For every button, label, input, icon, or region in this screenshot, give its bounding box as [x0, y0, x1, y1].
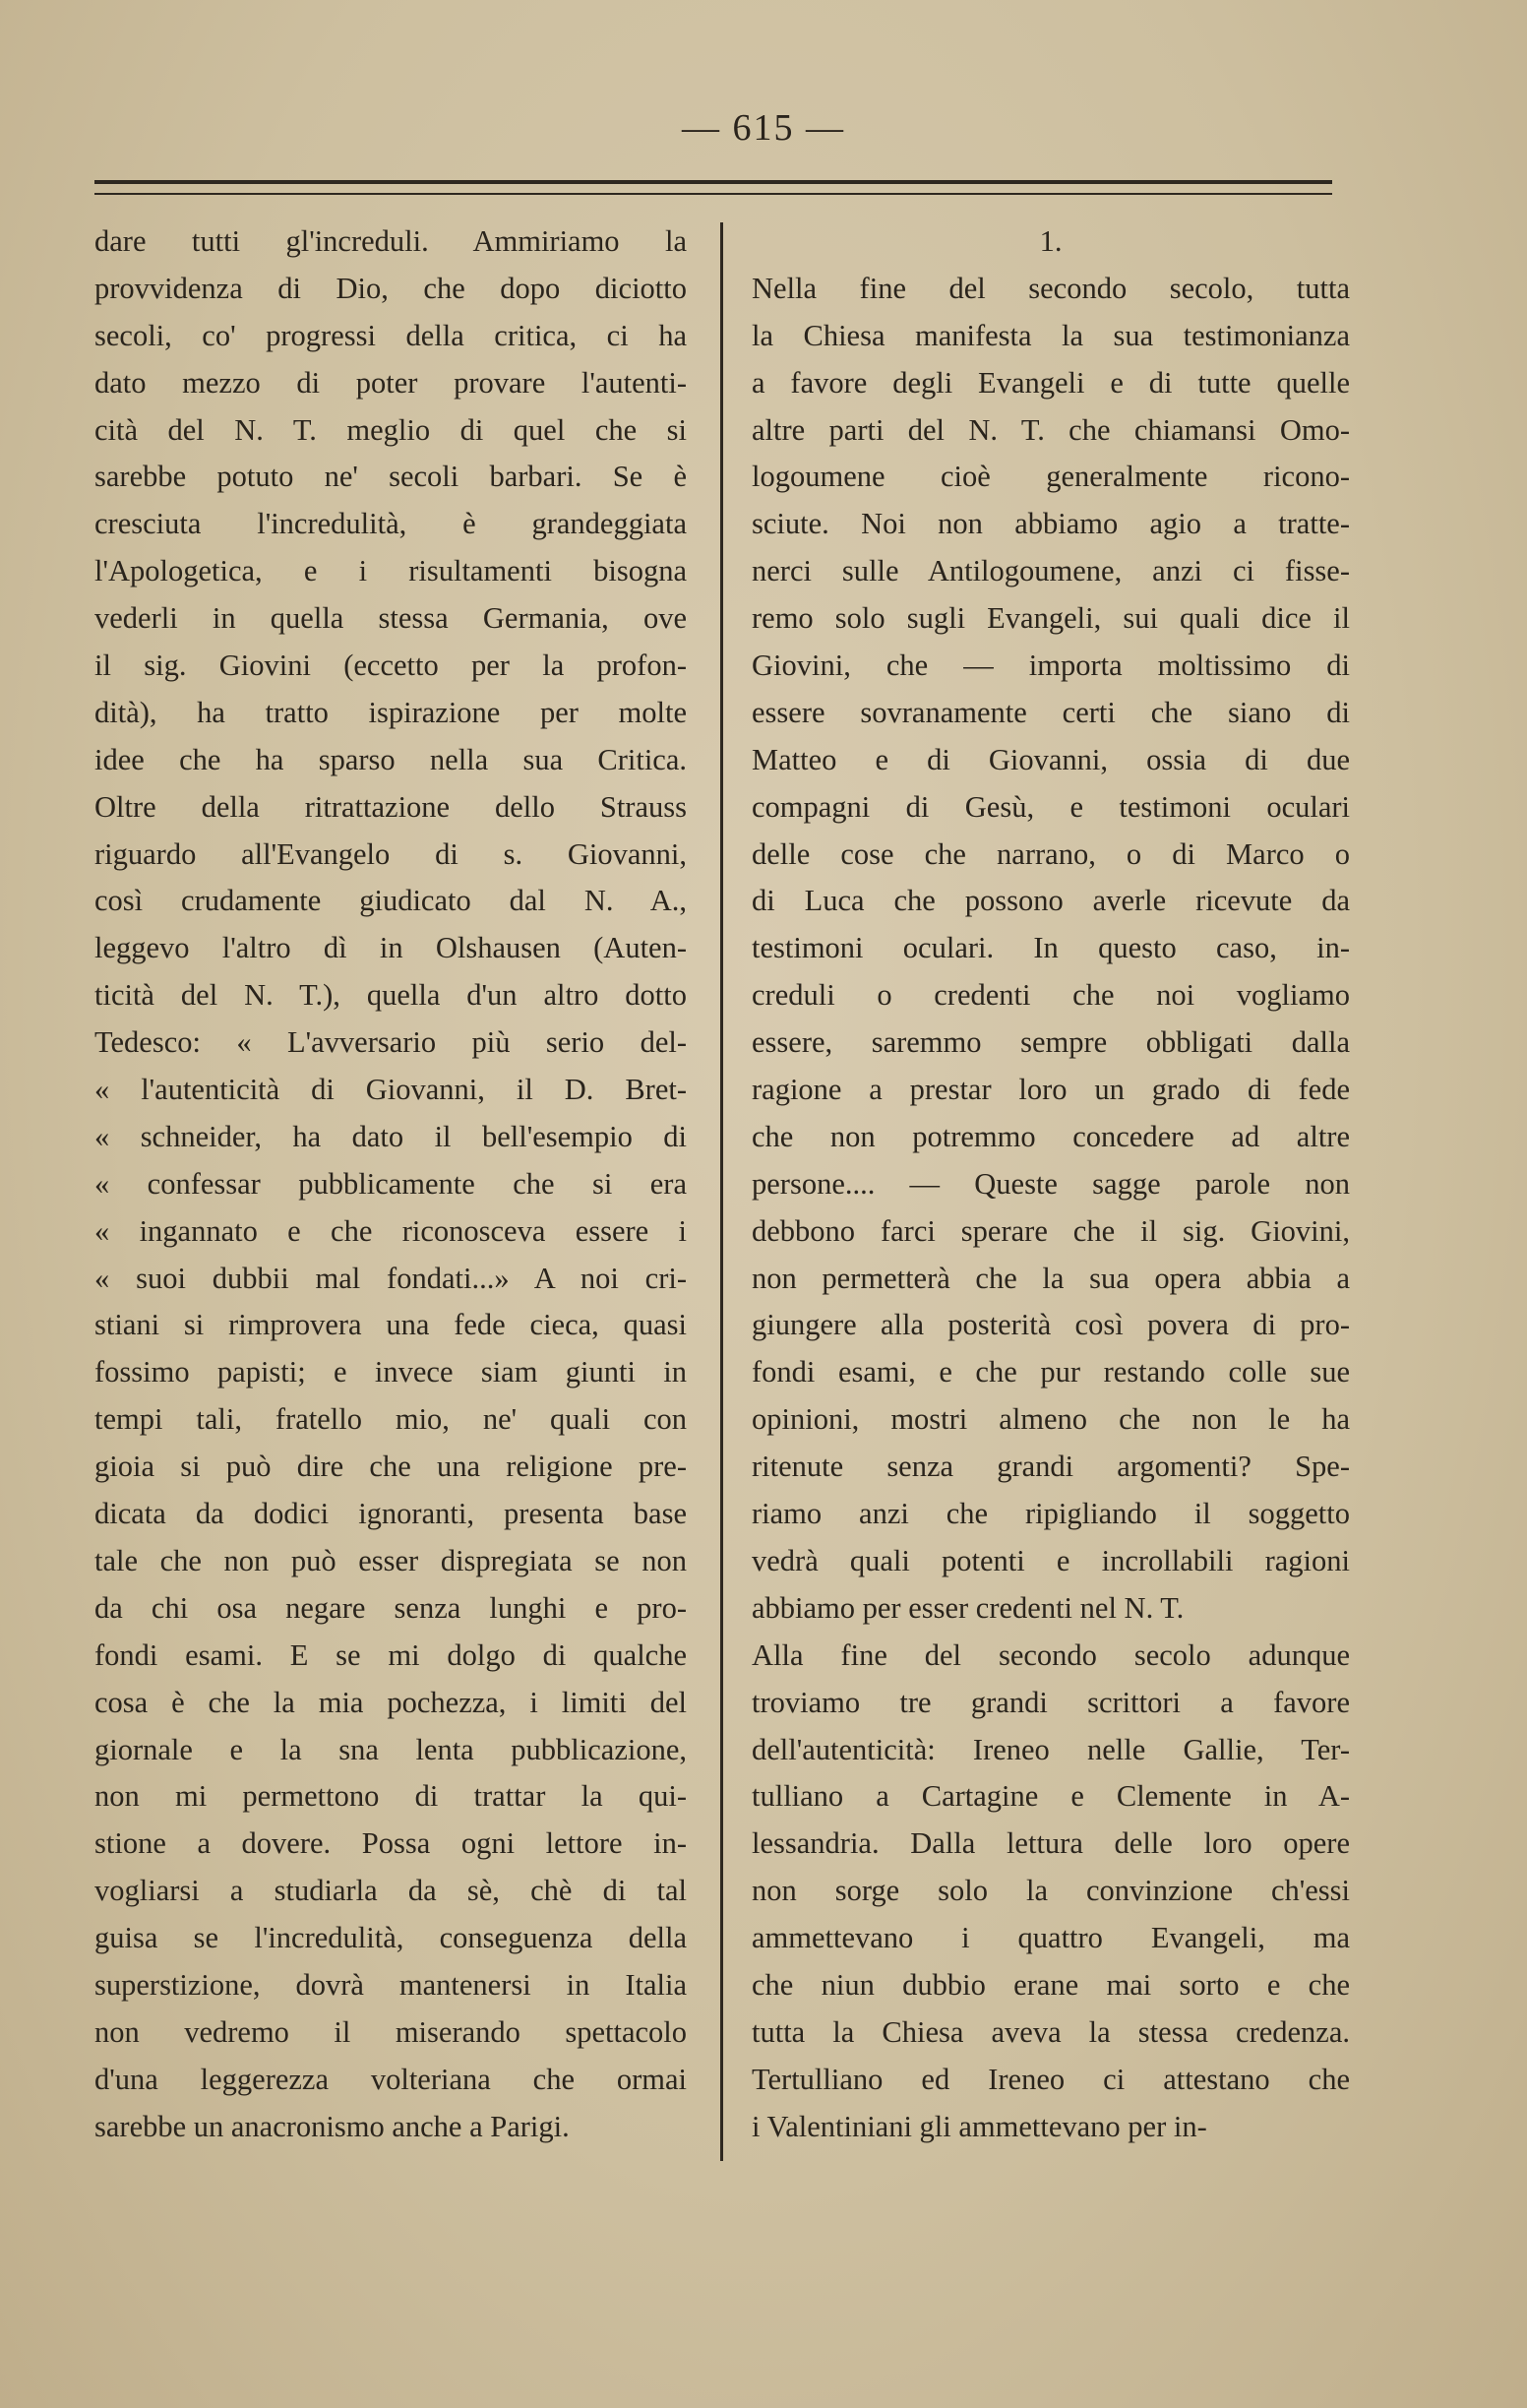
text-line: Nella fine del secondo secolo, tutta	[752, 271, 1350, 305]
text-line: cosa è che la mia pochezza, i limiti del	[94, 1685, 687, 1719]
text-line: non permetterà che la sua opera abbia a	[752, 1261, 1350, 1295]
text-line: Alla fine del secondo secolo adunque	[752, 1637, 1350, 1672]
text-line: non vedremo il miserando spettacolo	[94, 2014, 687, 2049]
text-line: riamo anzi che ripigliando il soggetto	[752, 1497, 1350, 1531]
text-line: tempi tali, fratello mio, ne' quali con	[94, 1402, 687, 1437]
text-line: ritenute senza grandi argomenti? Spe-	[752, 1450, 1350, 1484]
text-line: leggevo l'altro dì in Olshausen (Auten-	[94, 931, 687, 965]
text-line: « ingannato e che riconosceva essere i	[94, 1213, 687, 1248]
text-line: fossimo papisti; e invece siam giunti in	[94, 1355, 687, 1389]
text-line: fondi esami. E se mi dolgo di qualche	[94, 1637, 687, 1672]
text-line: compagni di Gesù, e testimoni oculari	[752, 789, 1350, 824]
text-line: che non potremmo concedere ad altre	[752, 1119, 1350, 1153]
text-line: 1.	[1039, 224, 1063, 258]
text-line: « l'autenticità di Giovanni, il D. Bret-	[94, 1073, 687, 1107]
text-line: superstizione, dovrà mantenersi in Italia	[94, 1967, 687, 2002]
text-line: dità), ha tratto ispirazione per molte	[94, 695, 687, 729]
text-line: tale che non può esser dispregiata se non	[94, 1543, 687, 1577]
text-line: nerci sulle Antilogoumene, anzi ci fisse-	[752, 554, 1350, 588]
text-line: logoumene cioè generalmente ricono-	[752, 460, 1350, 494]
text-line: debbono farci sperare che il sig. Giovini,	[752, 1213, 1350, 1248]
text-line: creduli o credenti che noi vogliamo	[752, 978, 1350, 1013]
text-line: cresciuta l'incredulità, è grandeggiata	[94, 507, 687, 541]
text-line: dicata da dodici ignoranti, presenta base	[94, 1497, 687, 1531]
text-line: troviamo tre grandi scrittori a favore	[752, 1685, 1350, 1719]
text-line: idee che ha sparso nella sua Critica.	[94, 742, 687, 776]
text-line: stiani si rimprovera una fede cieca, quasi	[94, 1308, 687, 1342]
text-line: ammettevano i quattro Evangeli, ma	[752, 1921, 1350, 1955]
text-line: sciute. Noi non abbiamo agio a tratte-	[752, 507, 1350, 541]
text-line: sarebbe un anacronismo anche a Parigi.	[94, 2109, 570, 2143]
text-line: dare tutti gl'increduli. Ammiriamo la	[94, 224, 687, 258]
text-line: a favore degli Evangeli e di tutte quelle	[752, 365, 1350, 400]
text-line: « schneider, ha dato il bell'esempio di	[94, 1119, 687, 1153]
text-line: giornale e la sna lenta pubblicazione,	[94, 1732, 687, 1766]
text-line: vogliarsi a studiarla da sè, chè di tal	[94, 1874, 687, 1908]
text-line: vedrà quali potenti e incrollabili ragioni	[752, 1543, 1350, 1577]
header-rule	[94, 180, 1332, 195]
text-line: lessandria. Dalla lettura delle loro opere	[752, 1826, 1350, 1861]
text-line: Oltre della ritrattazione dello Strauss	[94, 789, 687, 824]
text-line: l'Apologetica, e i risultamenti bisogna	[94, 554, 687, 588]
text-line: da chi osa negare senza lunghi e pro-	[94, 1590, 687, 1625]
text-line: ragione a prestar loro un grado di fede	[752, 1073, 1350, 1107]
text-line: vederli in quella stessa Germania, ove	[94, 601, 687, 636]
right-column	[752, 218, 1350, 2151]
text-line: la Chiesa manifesta la sua testimonianza	[752, 318, 1350, 352]
text-line: essere, saremmo sempre obbligati dalla	[752, 1025, 1350, 1060]
column-divider	[720, 222, 723, 2161]
text-line: d'una leggerezza volteriana che ormai	[94, 2062, 687, 2096]
text-line: opinioni, mostri almeno che non le ha	[752, 1402, 1350, 1437]
text-line: guisa se l'incredulità, conseguenza della	[94, 1921, 687, 1955]
text-line: provvidenza di Dio, che dopo diciotto	[94, 271, 687, 305]
text-line: che niun dubbio erane mai sorto e che	[752, 1967, 1350, 2002]
text-line: altre parti del N. T. che chiamansi Omo-	[752, 412, 1350, 447]
text-line: non mi permettono di trattar la qui-	[94, 1779, 687, 1814]
left-column	[94, 218, 687, 2151]
text-line: remo solo sugli Evangeli, sui quali dice il	[752, 601, 1350, 636]
text-line: tutta la Chiesa aveva la stessa credenza.	[752, 2014, 1350, 2049]
text-line: « suoi dubbii mal fondati...» A noi cri-	[94, 1261, 687, 1295]
text-line: non sorge solo la convinzione ch'essi	[752, 1874, 1350, 1908]
text-line: delle cose che narrano, o di Marco o	[752, 836, 1350, 871]
text-line: i Valentiniani gli ammettevano per in-	[752, 2109, 1207, 2143]
text-line: ticità del N. T.), quella d'un altro dotto	[94, 978, 687, 1013]
text-line: stione a dovere. Possa ogni lettore in-	[94, 1826, 687, 1861]
text-line: Matteo e di Giovanni, ossia di due	[752, 742, 1350, 776]
text-line: il sig. Giovini (eccetto per la profon-	[94, 648, 687, 683]
text-line: dato mezzo di poter provare l'autenti-	[94, 365, 687, 400]
page-number: — 615 —	[682, 107, 845, 149]
text-line: sarebbe potuto ne' secoli barbari. Se è	[94, 460, 687, 494]
text-line: persone.... — Queste sagge parole non	[752, 1166, 1350, 1201]
text-line: Giovini, che — importa moltissimo di	[752, 648, 1350, 683]
text-line: abbiamo per esser credenti nel N. T.	[752, 1590, 1185, 1625]
text-line: riguardo all'Evangelo di s. Giovanni,	[94, 836, 687, 871]
text-line: fondi esami, e che pur restando colle sue	[752, 1355, 1350, 1389]
text-line: essere sovranamente certi che siano di	[752, 695, 1350, 729]
text-line: gioia si può dire che una religione pre-	[94, 1450, 687, 1484]
text-line: secoli, co' progressi della critica, ci ha	[94, 318, 687, 352]
text-line: tulliano a Cartagine e Clemente in A-	[752, 1779, 1350, 1814]
text-line: cità del N. T. meglio di quel che si	[94, 412, 687, 447]
text-line: « confessar pubblicamente che si era	[94, 1166, 687, 1201]
text-line: Tedesco: « L'avversario più serio del-	[94, 1025, 687, 1060]
text-line: di Luca che possono averle ricevute da	[752, 884, 1350, 918]
text-line: giungere alla posterità così povera di pro-	[752, 1308, 1350, 1342]
text-line: dell'autenticità: Ireneo nelle Gallie, Ter-	[752, 1732, 1350, 1766]
text-line: così crudamente giudicato dal N. A.,	[94, 884, 687, 918]
text-line: Tertulliano ed Ireneo ci attestano che	[752, 2062, 1350, 2096]
text-line: testimoni oculari. In questo caso, in-	[752, 931, 1350, 965]
